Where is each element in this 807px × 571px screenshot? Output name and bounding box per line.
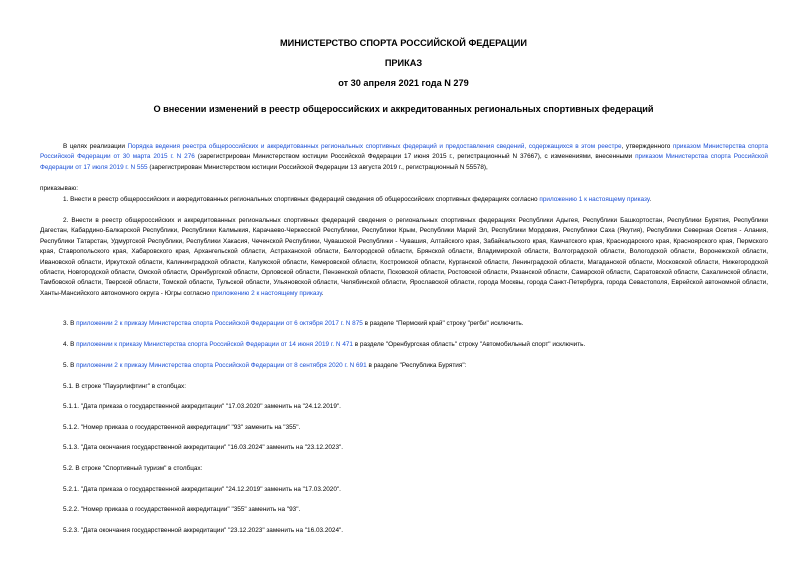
item-3-tail: в разделе "Пермский край" строку "регби" исключить. [362,320,524,327]
order-276-link[interactable]: приказом Министерства спорта Российской Федерации от 30 марта 2015 г. N 276 [40,143,769,161]
document-title: О внесении изменений в реестр общероссийских и аккредитованных региональных спортивных федераций [153,104,654,114]
item-2-text: 2. Внести в реестр общероссийских и аккредитованных региональных спортивных федераций сведения о региональных спортивных федерациях Республики Адыгея, Республики Башкортостан, Республики Бурятия, Республики Дагестан, Кабардино-Балкарской Республики, Республики Калмыкия, Карачаево-Черкесской Республики, Республики Крым, Республики Марий Эл, Республики Мордовия, Республики Саха (Якутия), Республики Северная Осетия - Алания, Республики Татарстан, Удмуртской Республики, Республики Хакасия, Чеченской Республики, Чувашской Республики - Чувашия, Алтайского края, Забайкальского края, Камчатского края, Краснодарского края, Красноярского края, Пермского края, Ставропольского края, Хабаровского края, Архангельской области, Астраханской области, Белгородской области, Брянской области, Владимирской области, Волгоградской области, Вологодской области, Воронежской области, Ивановской области, Иркутской области, Калининградской области, Калужской области, Кемеровской области, Костромской области, Курганской области, Ленинградской области, Магаданской области, Московской области, Нижегородской области, Новгородской области, Омской области, Оренбургской области, Орловской области, Пензенской области, Псковской области, Ростовской области, Рязанской области, Самарской области, Саратовской области, Сахалинской области, Тамбовской области, Тверской области, Томской области, Тульской области, Ульяновской области, Челябинской области, Ярославской области, города Москвы, города Санкт-Петербурга, города Севастополя, Еврейской автономной области, Ханты-Мансийского автономного округа - Югры согласно [40,217,768,297]
order-691-link[interactable]: приложении 2 к приказу Министерства спорта Российской Федерации от 8 сентября 2020 г. N 691 [76,362,367,369]
order-875-link[interactable]: приложении 2 к приказу Министерства спорта Российской Федерации от 6 октября 2017 г. N 875 [76,320,363,327]
subitem-5-2: 5.2. В строке "Спортивный туризм" в столбцах: [63,465,203,472]
item-3-text: 3. В [63,320,77,327]
subitem-5-1: 5.1. В строке "Пауэрлифтинг" в столбцах: [63,383,186,390]
preamble-text-1: В целях реализации [63,143,128,150]
item-1-paragraph [40,195,768,205]
item-2-tail: . [321,289,324,297]
preamble-paragraph [40,142,768,173]
item-1-text: 1. Внести в реестр общероссийских и аккредитованных региональных спортивных федераций сведения об общероссийских спортивных федерациях согласно [63,196,540,203]
item-5-paragraph [63,361,466,371]
appendix-2-link[interactable]: приложению 2 к настоящему приказу [211,289,322,297]
subitem-5-2-1: 5.2.1. "Дата приказа о государственной аккредитации" "24.12.2019" заменить на "17.03.2020". [63,486,341,493]
preamble-text-3: (зарегистрирован Министерством юстиции Российской Федерации 17 июня 2015 г., регистрационный N 37667), с изменениями, внесенными [194,153,636,161]
subitem-5-2-2: 5.2.2. "Номер приказа о государственной аккредитации" "355" заменить на "93". [63,506,301,513]
subitem-5-1-3: 5.1.3. "Дата окончания государственной аккредитации" "16.03.2024" заменить на "23.12.2023". [63,444,344,451]
item-5-tail: в разделе "Республика Бурятия": [366,362,467,369]
preamble-text-4: (зарегистрирован Министерством юстиции Российской Федерации 13 августа 2019 г., регистрационный N 55578), [147,163,488,171]
preamble-text-2: , утвержденного [621,143,673,150]
doc-type-heading: ПРИКАЗ [384,58,423,68]
appendix-1-link[interactable]: приложению 1 к настоящему приказу [539,196,650,203]
item-4-paragraph [63,340,585,350]
order-471-link[interactable]: приложении к приказу Министерства спорта Российской Федерации от 14 июня 2019 г. N 471 [76,341,353,348]
item-5-text: 5. В [63,362,77,369]
item-4-tail: в разделе "Оренбургская область" строку "Автомобильный спорт" исключить. [352,341,586,348]
item-4-text: 4. В [63,341,77,348]
subitem-5-1-2: 5.1.2. "Номер приказа о государственной аккредитации" "93" заменить на "355". [63,424,301,431]
order-555-link[interactable]: приказом Министерства спорта Российской Федерации от 17 июля 2019 г. N 555 [40,153,768,171]
date-number-heading: от 30 апреля 2021 года N 279 [338,78,469,88]
prikazyvayu-text: приказываю: [40,185,78,192]
ministry-heading: МИНИСТЕРСТВО СПОРТА РОССИЙСКОЙ ФЕДЕРАЦИИ [280,38,527,48]
subitem-5-1-1: 5.1.1. "Дата приказа о государственной аккредитации" "17.03.2020" заменить на "24.12.2019". [63,403,341,410]
subitem-5-2-3: 5.2.3. "Дата окончания государственной аккредитации" "23.12.2023" заменить на "16.03.2024". [63,527,344,534]
procedure-link[interactable]: Порядка ведения реестра общероссийских и аккредитованных региональных спортивных федераций и предоставления сведений, содержащихся в этом реестре [127,143,622,150]
item-2-paragraph [40,216,768,299]
item-3-paragraph [63,319,524,329]
item-1-tail: . [649,196,652,203]
